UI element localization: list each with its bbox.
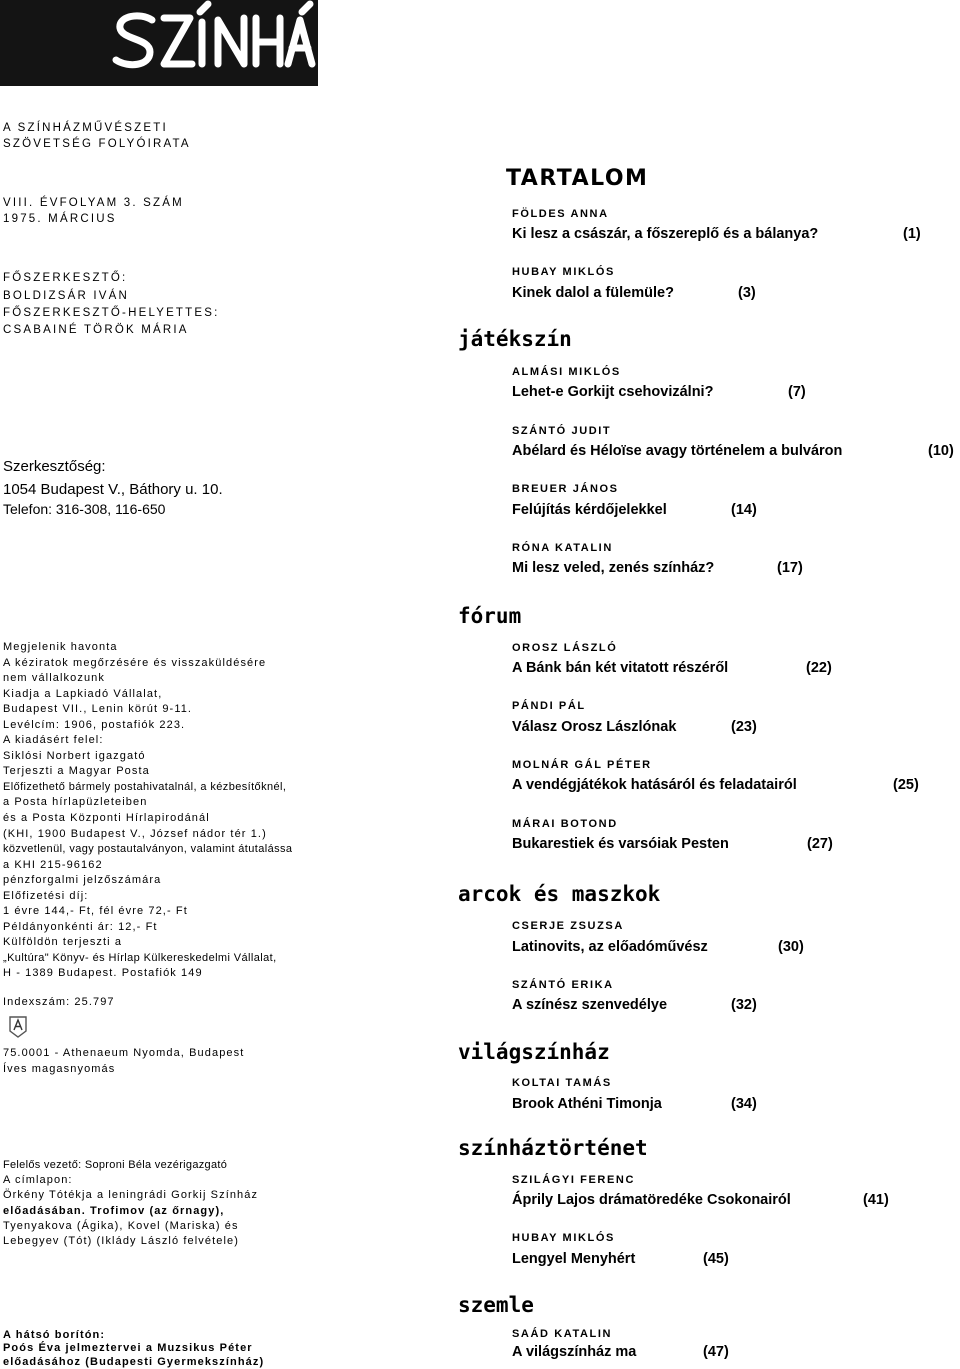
printer-line: Íves magasnyomás bbox=[3, 1062, 116, 1075]
editor-name: BOLDIZSÁR IVÁN bbox=[3, 290, 130, 302]
editor-title: FŐSZERKESZTŐ: bbox=[3, 272, 128, 284]
toc-author: SZÁNTÓ ERIKA bbox=[512, 979, 614, 991]
toc-page-number: (1) bbox=[903, 226, 921, 242]
logo-text: SZÍNHÁZ bbox=[0, 0, 5, 1]
magazine-logo bbox=[0, 0, 318, 86]
toc-entry-title[interactable]: Válasz Orosz Lászlónak bbox=[512, 719, 677, 735]
toc-author: HUBAY MIKLÓS bbox=[512, 1232, 615, 1244]
toc-entry-title[interactable]: Kinek dalol a fülemüle? bbox=[512, 285, 674, 301]
office-address: 1054 Budapest V., Báthory u. 10. bbox=[3, 481, 223, 498]
back-cover-line: előadásához (Budapesti Gyermekszínház) bbox=[3, 1355, 265, 1368]
colophon bbox=[3, 640, 292, 982]
colophon-line: Külföldön terjeszti a bbox=[3, 936, 123, 949]
toc-author: BREUER JÁNOS bbox=[512, 483, 619, 495]
toc-entry-title[interactable]: Lengyel Menyhért bbox=[512, 1251, 636, 1267]
toc-page-number: (30) bbox=[778, 939, 804, 955]
colophon-line: Előfizetési díj: bbox=[3, 889, 89, 902]
credits-line: A címlapon: bbox=[3, 1174, 73, 1187]
colophon-line: a Posta hírlapüzleteiben bbox=[3, 796, 148, 809]
toc-page-number: (25) bbox=[893, 777, 919, 793]
colophon-line: a KHI 215-96162 bbox=[3, 858, 103, 871]
publisher-line-2: SZÖVETSÉG FOLYÓIRATA bbox=[3, 138, 191, 150]
toc-entry-title[interactable]: Abélard és Héloïse avagy történelem a bulváron bbox=[512, 443, 843, 459]
toc-author: KOLTAI TAMÁS bbox=[512, 1077, 612, 1089]
toc-author: OROSZ LÁSZLÓ bbox=[512, 642, 618, 654]
toc-author: HUBAY MIKLÓS bbox=[512, 266, 615, 278]
toc-page-number: (22) bbox=[806, 660, 832, 676]
toc-page-number: (23) bbox=[731, 719, 757, 735]
credits-line: Lebegyev (Tót) (Iklády László felvétele) bbox=[3, 1235, 239, 1248]
toc-author: CSERJE ZSUZSA bbox=[512, 920, 624, 932]
toc-entry-title[interactable]: Áprily Lajos drámatöredéke Csokonairól bbox=[512, 1192, 791, 1208]
toc-title: TARTALOM bbox=[506, 166, 649, 191]
printer-info bbox=[3, 1046, 244, 1077]
deputy-editor-name: CSABAINÉ TÖRÖK MÁRIA bbox=[3, 324, 189, 336]
colophon-line: pénzforgalmi jelzőszámára bbox=[3, 874, 162, 887]
credits-line: előadásában. Trofimov (az őrnagy), bbox=[3, 1204, 225, 1217]
toc-entry-title[interactable]: Brook Athéni Timonja bbox=[512, 1096, 662, 1112]
office-heading: Szerkesztőség: bbox=[3, 458, 106, 475]
toc-page-number: (14) bbox=[731, 502, 757, 518]
colophon-line: (KHI, 1900 Budapest V., József nádor tér 1.) bbox=[3, 827, 267, 840]
toc-author: FÖLDES ANNA bbox=[512, 208, 609, 220]
toc-page-number: (32) bbox=[731, 997, 757, 1013]
colophon-line: Megjelenik havonta bbox=[3, 641, 118, 653]
toc-author: SZÁNTÓ JUDIT bbox=[512, 425, 612, 437]
colophon-line: Terjeszti a Magyar Posta bbox=[3, 765, 150, 778]
toc-page-number: (27) bbox=[807, 836, 833, 852]
toc-page-number: (17) bbox=[777, 560, 803, 576]
colophon-line: Példányonkénti ár: 12,- Ft bbox=[3, 920, 158, 933]
section-jatekszin: játékszín bbox=[458, 327, 572, 351]
volume-number: VIII. ÉVFOLYAM 3. SZÁM bbox=[3, 197, 184, 209]
section-arcok-es-maszkok: arcok és maszkok bbox=[458, 882, 661, 906]
toc-entry-title[interactable]: A világszínház ma bbox=[512, 1344, 637, 1360]
toc-author: SZILÁGYI FERENC bbox=[512, 1174, 636, 1186]
colophon-line: Siklósi Norbert igazgató bbox=[3, 749, 146, 762]
colophon-line: Kiadja a Lapkiadó Vállalat, bbox=[3, 687, 163, 700]
credits-line: Örkény Tótékja a leningrádi Gorkij Színház bbox=[3, 1189, 259, 1202]
toc-entry-title[interactable]: A színész szenvedélye bbox=[512, 997, 668, 1013]
colophon-line: Előfizethető bármely postahivatalnál, a kézbesítőknél, bbox=[3, 780, 287, 793]
back-cover-text bbox=[3, 1342, 264, 1369]
colophon-line: Budapest VII., Lenin körút 9-11. bbox=[3, 703, 193, 716]
toc-entry-title[interactable]: Mi lesz veled, zenés színház? bbox=[512, 560, 715, 576]
logo-lettering bbox=[0, 0, 318, 86]
toc-page-number: (7) bbox=[788, 384, 806, 400]
office-phone: Telefon: 316-308, 116-650 bbox=[3, 501, 166, 517]
colophon-line: Levélcím: 1906, postafiók 223. bbox=[3, 718, 186, 731]
toc-page-number: (34) bbox=[731, 1096, 757, 1112]
toc-author: PÁNDI PÁL bbox=[512, 700, 586, 712]
section-vilagszinhaz: világszínház bbox=[458, 1040, 610, 1064]
toc-author: SAÁD KATALIN bbox=[512, 1328, 613, 1340]
toc-author: RÓNA KATALIN bbox=[512, 542, 613, 554]
publisher-line-1: A SZÍNHÁZMŰVÉSZETI bbox=[3, 122, 168, 134]
section-szemle: szemle bbox=[458, 1293, 534, 1317]
credits bbox=[3, 1158, 258, 1249]
toc-author: MÁRAI BOTOND bbox=[512, 818, 618, 830]
toc-entry-title[interactable]: Felújítás kérdőjelekkel bbox=[512, 502, 667, 518]
publisher-seal-icon bbox=[8, 1015, 28, 1039]
colophon-line: közvetlenül, vagy postautalványon, valamint átutalássa bbox=[3, 843, 293, 856]
index-number: Indexszám: 25.797 bbox=[3, 996, 115, 1008]
colophon-line: H - 1389 Budapest. Postafiók 149 bbox=[3, 967, 203, 980]
section-szinhaztortenet: színháztörténet bbox=[458, 1136, 648, 1160]
toc-page-number: (3) bbox=[738, 285, 756, 301]
back-cover-heading: A hátsó borítón: bbox=[3, 1329, 106, 1341]
issue-date: 1975. MÁRCIUS bbox=[3, 213, 117, 225]
toc-entry-title[interactable]: A Bánk bán két vitatott részéről bbox=[512, 660, 729, 676]
colophon-line: nem vállalkozunk bbox=[3, 672, 105, 685]
credits-line: Tyenyakova (Ágika), Kovel (Mariska) és bbox=[3, 1219, 239, 1232]
toc-page-number: (45) bbox=[703, 1251, 729, 1267]
colophon-line: A kéziratok megőrzésére és visszaküldésére bbox=[3, 656, 267, 669]
colophon-line: „Kultúra" Könyv- és Hírlap Külkereskedelmi Vállalat, bbox=[3, 951, 277, 964]
toc-page-number: (10) bbox=[928, 443, 954, 459]
section-forum: fórum bbox=[458, 604, 522, 628]
printer-line: 75.0001 - Athenaeum Nyomda, Budapest bbox=[3, 1047, 245, 1059]
toc-entry-title[interactable]: Latinovits, az előadóművész bbox=[512, 939, 708, 955]
toc-entry-title[interactable]: Lehet-e Gorkijt csehovizálni? bbox=[512, 384, 714, 400]
colophon-line: A kiadásért felel: bbox=[3, 734, 104, 747]
toc-page-number: (47) bbox=[703, 1344, 729, 1360]
toc-author: ALMÁSI MIKLÓS bbox=[512, 366, 621, 378]
toc-page-number: (41) bbox=[863, 1192, 889, 1208]
toc-entry-title[interactable]: Bukarestiek és varsóiak Pesten bbox=[512, 836, 729, 852]
deputy-editor-title: FŐSZERKESZTŐ-HELYETTES: bbox=[3, 307, 220, 319]
colophon-line: 1 évre 144,- Ft, fél évre 72,- Ft bbox=[3, 905, 188, 918]
back-cover-line: Poós Éva jelmeztervei a Muzsikus Péter bbox=[3, 1342, 253, 1354]
toc-entry-title[interactable]: A vendégjátékok hatásáról és feladatairól bbox=[512, 777, 797, 793]
colophon-line: és a Posta Központi Hírlapirodánál bbox=[3, 812, 210, 825]
credits-line: Felelős vezető: Soproni Béla vezérigazgató bbox=[3, 1159, 228, 1171]
toc-entry-title[interactable]: Ki lesz a császár, a főszereplő és a bálanya? bbox=[512, 226, 819, 242]
toc-author: MOLNÁR GÁL PÉTER bbox=[512, 759, 652, 771]
